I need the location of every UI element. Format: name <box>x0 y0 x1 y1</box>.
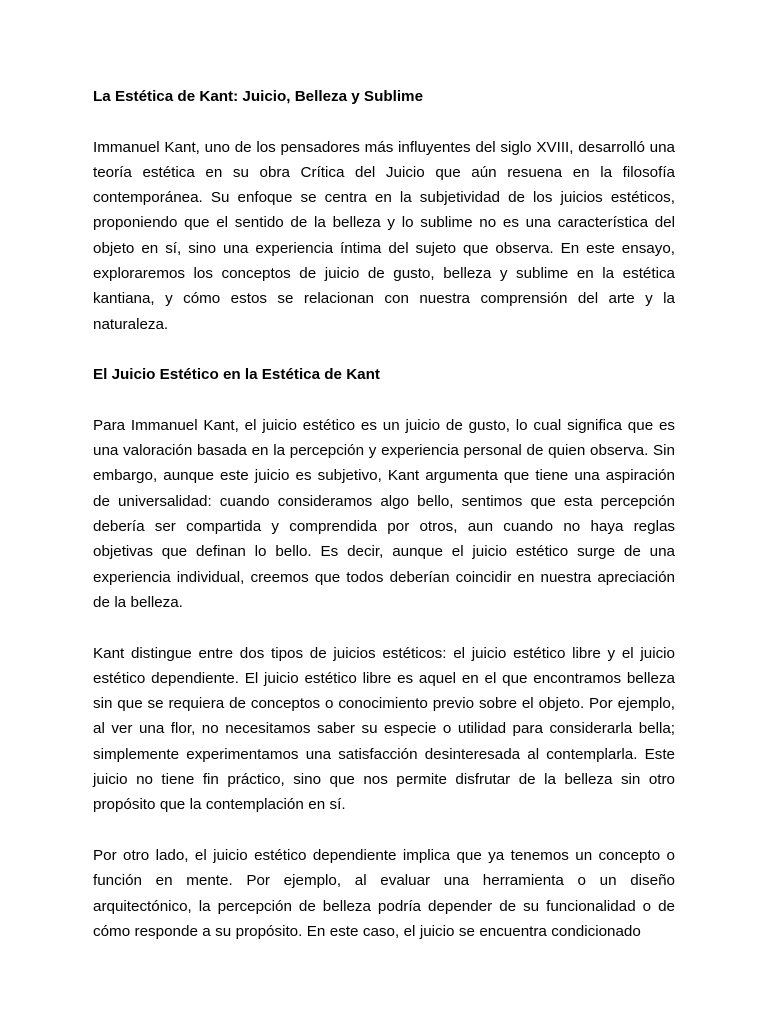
body-paragraph: Por otro lado, el juicio estético dependiente implica que ya tenemos un concepto o función en mente. Por ejemplo, al evaluar una herramienta o un diseño arquitectónico, la percepción de belleza podría depender de su funcionalidad o de cómo responde a su propósito. En este caso, el juicio se encuentra condicionado <box>93 846 675 940</box>
body-paragraph: Para Immanuel Kant, el juicio estético es un juicio de gusto, lo cual significa que es una valoración basada en la percepción y experiencia personal de quien observa. Sin embargo, aunque este juicio es subjetivo, Kant argumenta que tiene una aspiración de universalidad: cuando consideramos algo bello, sentimos que esta percepción debería ser compartida y comprendida por otros, aun cuando no haya reglas objetivas que definan lo bello. Es decir, aunque el juicio estético surge de una experiencia individual, creemos que todos deberían coincidir en nuestra apreciación de la belleza. <box>93 416 675 611</box>
essay-title: La Estética de Kant: Juicio, Belleza y Sublime <box>93 88 424 105</box>
document-body <box>93 84 675 944</box>
section-heading-juicio-estetico: El Juicio Estético en la Estética de Kant <box>93 366 380 384</box>
body-paragraph: Kant distingue entre dos tipos de juicios estéticos: el juicio estético libre y el juicio estético dependiente. El juicio estético libre es aquel en el que encontramos belleza sin que se requiera de conceptos o conocimiento previo sobre el objeto. Por ejemplo, al ver una flor, no necesitamos saber su especie o utilidad para considerarla bella; simplemente experimentamos una satisfacción desinteresada al contemplarla. Este juicio no tiene fin práctico, sino que nos permite disfrutar de la belleza sin otro propósito que la contemplación en sí. <box>93 644 675 814</box>
intro-paragraph: Immanuel Kant, uno de los pensadores más influyentes del siglo XVIII, desarrolló una teoría estética en su obra Crítica del Juicio que aún resuena en la filosofía contemporánea. Su enfoque se centra en la subjetividad de los juicios estéticos, proponiendo que el sentido de la belleza y lo sublime no es una característica del objeto en sí, sino una experiencia íntima del sujeto que observa. En este ensayo, exploraremos los conceptos de juicio de gusto, belleza y sublime en la estética kantiana, y cómo estos se relacionan con nuestra comprensión del arte y la naturaleza. <box>93 138 675 333</box>
